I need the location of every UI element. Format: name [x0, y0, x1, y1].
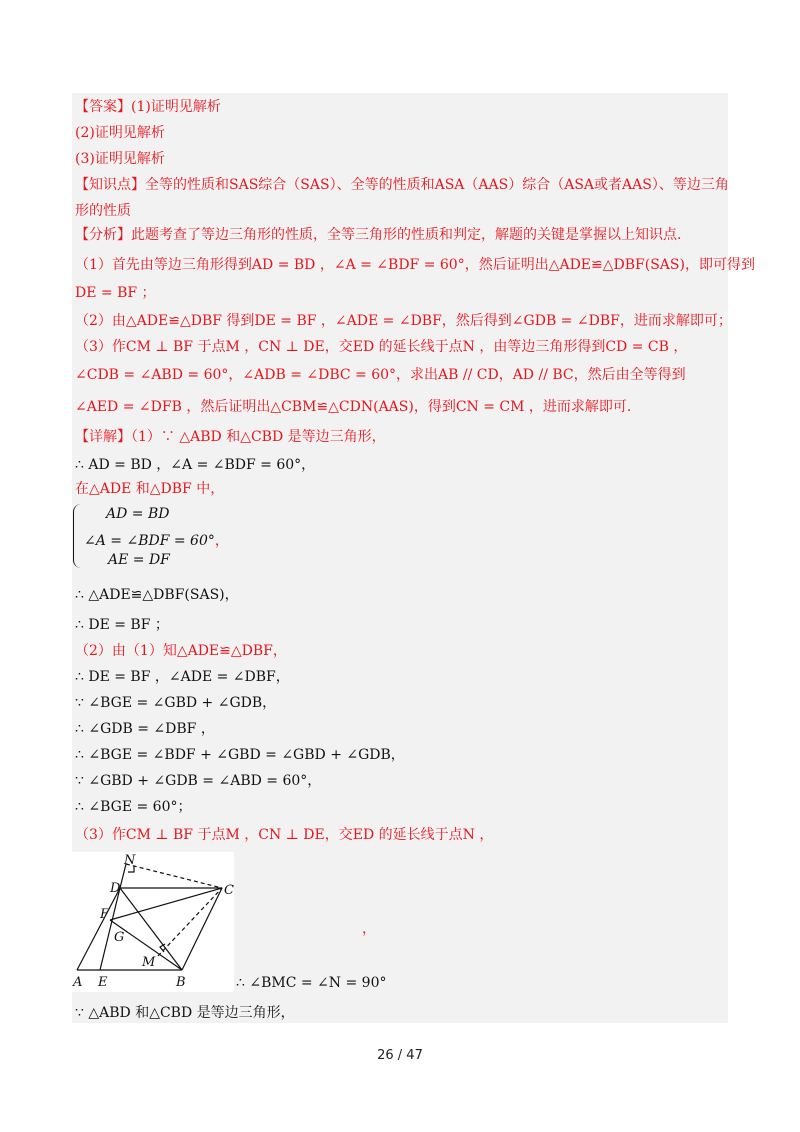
text-line: 【分析】此题考查了等边三角形的性质，全等三角形的性质和判定，解题的关键是掌握以上知识点.: [75, 227, 682, 243]
label-c: C: [224, 883, 234, 898]
system-line-2: ∠A = ∠BDF = 60°，: [84, 533, 229, 549]
text-line: ∵ ∠GBD + ∠GDB = ∠ABD = 60°，: [75, 773, 322, 789]
text-line: ∵ ∠BGE = ∠GBD + ∠GDB，: [75, 695, 277, 711]
system-brace: [73, 504, 82, 568]
text-line: （2）由△ADE≌△DBF 得到DE = BF ，∠ADE = ∠DBF，然后得到∠GDB = ∠DBF，进而求解即可；: [75, 313, 732, 329]
text-line: ∴ △ADE≌△DBF(SAS)，: [75, 587, 239, 603]
label-b: B: [176, 975, 186, 990]
text-line: ∴ DE = BF ，∠ADE = ∠DBF，: [75, 669, 290, 685]
text-line: ∴ AD = BD ，∠A = ∠BDF = 60°，: [75, 457, 316, 473]
system-line-3: AE = DF: [108, 552, 170, 568]
text-line: 【知识点】全等的性质和SAS综合（SAS）、全等的性质和ASA（AAS）综合（ASA或者AAS）、等边三角: [75, 177, 729, 193]
parallelogram-diagram: [72, 852, 234, 992]
label-d: D: [110, 881, 121, 896]
label-e: E: [98, 975, 108, 990]
text-line: 在△ADE 和△DBF 中，: [75, 481, 225, 497]
text-line: （1）首先由等边三角形得到AD = BD ，∠A = ∠BDF = 60°，然后证明出△ADE≌△DBF(SAS)，即可得到: [75, 257, 755, 273]
text-line: ∴ ∠BGE = ∠BDF + ∠GBD = ∠GBD + ∠GDB，: [75, 747, 405, 763]
label-f: F: [100, 907, 110, 922]
text-line: (3)证明见解析: [75, 151, 165, 167]
system-line-1: AD = BD: [106, 506, 170, 522]
angle-equality-line: ∴ ∠BMC = ∠N = 90°: [236, 975, 387, 991]
text-line: ∠AED = ∠DFB ，然后证明出△CBM≌△CDN(AAS)，得到CN = CM ，进而求解即可.: [75, 399, 632, 415]
label-g: G: [114, 930, 125, 945]
text-line: ∠CDB = ∠ABD = 60°，∠ADB = ∠DBC = 60°，求出AB // CD，AD // BC，然后由全等得到: [75, 367, 686, 383]
text-line: ∵ △ABD 和△CBD 是等边三角形，: [75, 1005, 295, 1021]
text-line: DE = BF ；: [75, 285, 156, 301]
text-line: 形的性质: [75, 203, 131, 219]
label-a: A: [73, 975, 83, 990]
text-line: ∴ ∠BGE = 60°；: [75, 799, 192, 815]
stray-comma: ，: [362, 921, 376, 937]
text-line: 【详解】（1）∵ △ABD 和△CBD 是等边三角形，: [75, 429, 386, 445]
text-line: (2)证明见解析: [75, 125, 165, 141]
geometry-figure: [72, 852, 234, 992]
text-line: ∴ DE = BF ；: [75, 617, 169, 633]
text-line: （3）作CM ⊥ BF 于点M ，CN ⊥ DE，交ED 的延长线于点N ，由等边三角形得到CD = CB ，: [75, 339, 688, 355]
label-m: M: [142, 955, 156, 970]
page-number: 26 / 47: [377, 1048, 423, 1063]
text-line: 【答案】(1)证明见解析: [75, 99, 221, 115]
text-line: （2）由（1）知△ADE≌△DBF，: [75, 643, 287, 659]
text-line: （3）作CM ⊥ BF 于点M ，CN ⊥ DE，交ED 的延长线于点N ，: [75, 827, 494, 843]
text-line: ∴ ∠GDB = ∠DBF ，: [75, 721, 215, 737]
label-n: N: [124, 853, 136, 868]
